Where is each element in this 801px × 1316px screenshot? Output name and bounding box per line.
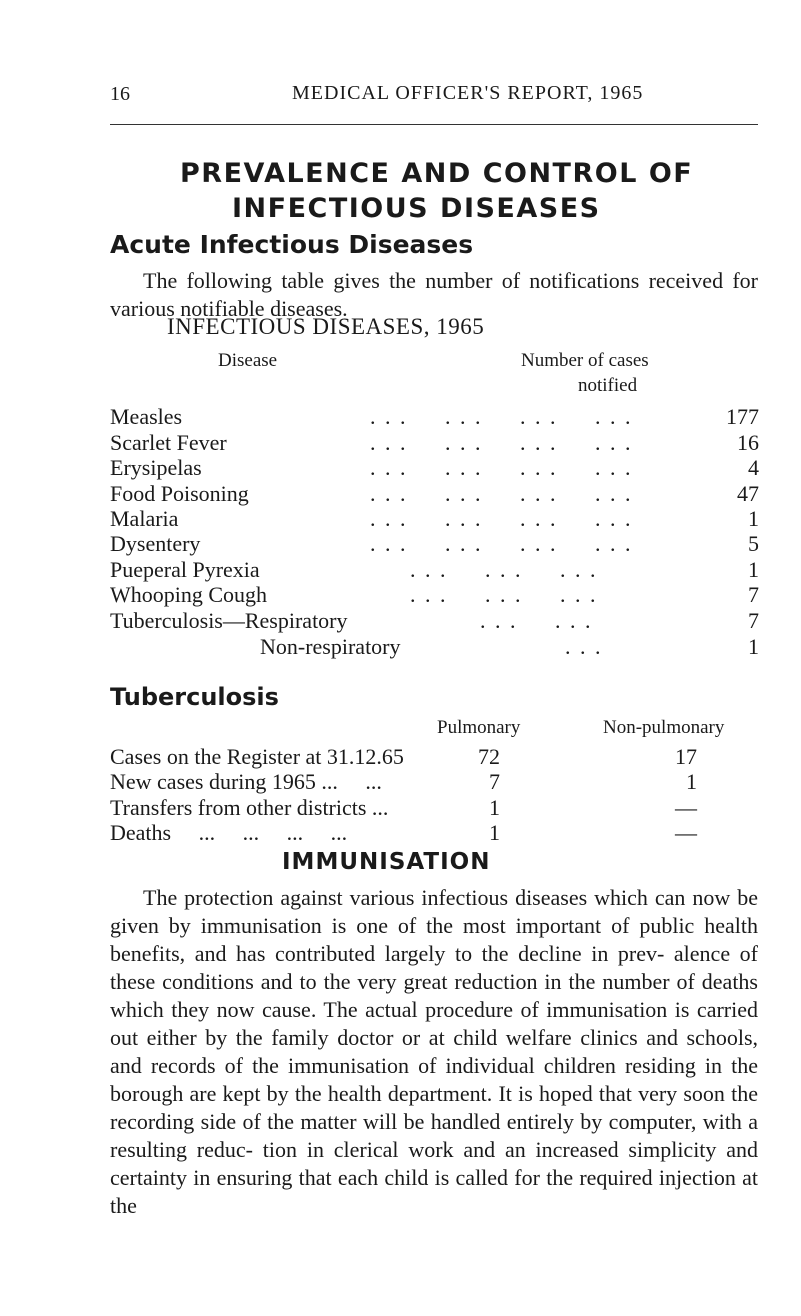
case-count: 5 bbox=[748, 531, 759, 556]
case-count: 7 bbox=[748, 608, 759, 633]
leader-dots: . . . . . . . . . . . . bbox=[370, 506, 633, 531]
non-pulmonary-value: 17 bbox=[675, 744, 697, 769]
col-header-cases-2: notified bbox=[578, 375, 638, 396]
case-count: 16 bbox=[737, 430, 759, 455]
non-pulmonary-value: — bbox=[675, 820, 697, 845]
immunisation-paragraph: The protection against various infectious diseases which can now be given by immunisation is one of the most important of public health benefits, and has contributed largely to the decline in prev- alence of these conditions and to the very great reduction in the number of deaths which they now cause. The actual procedure of immunisation is carried out either by the family doctor or at child welfare clinics and schools, and records of the immunisation of individual children residing in the borough are kept by the health department. It is hoped that very soon the recording side of the matter will be handled entirely by computer, with a resulting reduc- tion in clerical work and an increased simplicity and certainty in ensuring that each child is called for the required injection at the bbox=[110, 885, 758, 1218]
disease-label: Measles bbox=[110, 404, 183, 429]
non-pulmonary-value: — bbox=[675, 795, 697, 820]
case-count: 1 bbox=[748, 557, 759, 582]
tb-row-label: Cases on the Register at 31.12.65 bbox=[110, 744, 404, 769]
disease-label: Dysentery bbox=[110, 531, 201, 556]
leader-dots: . . . . . . . . . . . . bbox=[370, 481, 633, 506]
tb-row-label: Transfers from other districts ... bbox=[110, 795, 389, 820]
leader-dots: . . . . . . . . . . . . bbox=[370, 404, 633, 429]
disease-label: Non-respiratory bbox=[260, 634, 401, 659]
leader-dots: . . . . . . . . . bbox=[410, 557, 598, 582]
pulmonary-value: 72 bbox=[478, 744, 500, 769]
col-header-cases-1: Number of cases bbox=[521, 350, 649, 371]
case-count: 1 bbox=[748, 634, 759, 659]
case-count: 4 bbox=[748, 455, 759, 480]
disease-label: Pueperal Pyrexia bbox=[110, 557, 260, 582]
section-heading-tuberculosis: Tuberculosis bbox=[110, 683, 279, 711]
col-header-pulmonary: Pulmonary bbox=[437, 717, 521, 738]
section-heading-acute: Acute Infectious Diseases bbox=[110, 230, 474, 259]
leader-dots: . . . . . . . . . . . . bbox=[370, 531, 633, 556]
case-count: 47 bbox=[737, 481, 759, 506]
col-header-disease: Disease bbox=[218, 350, 278, 371]
disease-label: Erysipelas bbox=[110, 455, 202, 480]
header-rule bbox=[110, 124, 758, 125]
disease-label: Malaria bbox=[110, 506, 179, 531]
disease-label: Tuberculosis—Respiratory bbox=[110, 608, 348, 633]
leader-dots: . . . . . . . . . . . . bbox=[370, 430, 633, 455]
page-number: 16 bbox=[110, 83, 130, 105]
table-title: INFECTIOUS DISEASES, 1965 bbox=[167, 314, 485, 339]
case-count: 1 bbox=[748, 506, 759, 531]
pulmonary-value: 1 bbox=[489, 795, 500, 820]
section-heading-immunisation: IMMUNISATION bbox=[282, 849, 491, 875]
leader-dots: . . . . . . . . . . . . bbox=[370, 455, 633, 480]
running-title: MEDICAL OFFICER'S REPORT, 1965 bbox=[292, 82, 644, 104]
col-header-non-pulmonary: Non-pulmonary bbox=[603, 717, 725, 738]
leader-dots: . . . . . . bbox=[480, 608, 593, 633]
page-title-line1: PREVALENCE AND CONTROL OF bbox=[180, 158, 694, 189]
case-count: 177 bbox=[726, 404, 759, 429]
case-count: 7 bbox=[748, 582, 759, 607]
non-pulmonary-value: 1 bbox=[686, 769, 697, 794]
disease-label: Food Poisoning bbox=[110, 481, 249, 506]
pulmonary-value: 7 bbox=[489, 769, 500, 794]
tb-row-label: Deaths ... ... ... ... bbox=[110, 820, 348, 845]
page-title-line2: INFECTIOUS DISEASES bbox=[232, 193, 601, 224]
intro-paragraph: The following table gives the number of notifications received for various notifiable diseases. bbox=[110, 268, 758, 321]
pulmonary-value: 1 bbox=[489, 820, 500, 845]
disease-label: Whooping Cough bbox=[110, 582, 268, 607]
leader-dots: . . . bbox=[565, 634, 603, 659]
tb-row-label: New cases during 1965 ... ... bbox=[110, 769, 382, 794]
leader-dots: . . . . . . . . . bbox=[410, 582, 598, 607]
disease-label: Scarlet Fever bbox=[110, 430, 227, 455]
